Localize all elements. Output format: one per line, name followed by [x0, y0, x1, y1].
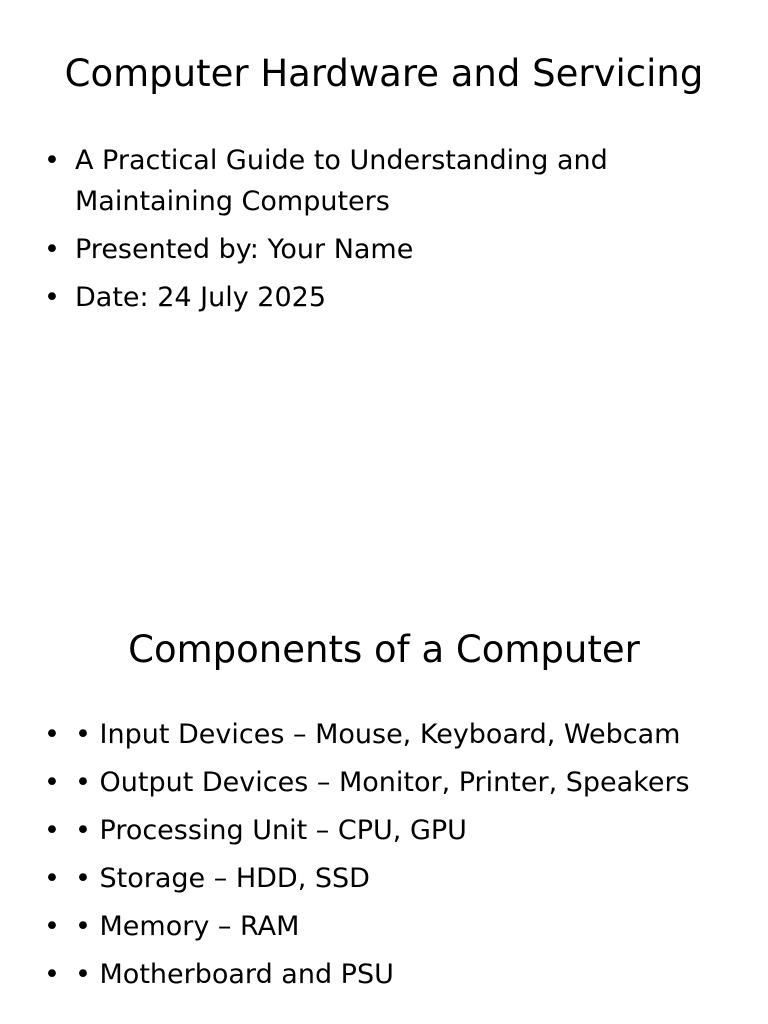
bullet-dot-icon: • [44, 863, 60, 894]
bullet-text: • Output Devices – Monitor, Printer, Speakers [75, 767, 690, 798]
slide-title: Computer Hardware and Servicing [64, 52, 704, 95]
bullet-item [44, 140, 744, 222]
bullet-item [44, 229, 744, 270]
bullet-text: A Practical Guide to Understanding and Maintaining Computers [75, 145, 608, 217]
bullet-text: Presented by: Your Name [75, 234, 414, 265]
bullet-dot-icon: • [44, 282, 60, 313]
bullet-text: • Memory – RAM [75, 911, 300, 942]
bullet-text: • Input Devices – Mouse, Keyboard, Webcam [75, 719, 681, 750]
bullet-text: Date: 24 July 2025 [75, 282, 327, 313]
bullet-item [44, 277, 744, 318]
bullet-text: • Storage – HDD, SSD [75, 863, 370, 894]
bullet-item [44, 714, 744, 755]
bullet-item [44, 762, 744, 803]
bullet-item [44, 906, 744, 947]
bullet-dot-icon: • [44, 911, 60, 942]
bullet-list [44, 714, 744, 1002]
bullet-text: • Processing Unit – CPU, GPU [75, 815, 467, 846]
bullet-dot-icon: • [44, 767, 60, 798]
bullet-dot-icon: • [44, 959, 60, 990]
bullet-item [44, 810, 744, 851]
slide-title: Components of a Computer [128, 628, 640, 671]
slide-components [0, 576, 768, 1024]
bullet-dot-icon: • [44, 145, 60, 176]
bullet-list [44, 140, 744, 325]
bullet-dot-icon: • [44, 719, 60, 750]
bullet-text: • Motherboard and PSU [75, 959, 394, 990]
bullet-item [44, 954, 744, 995]
bullet-dot-icon: • [44, 815, 60, 846]
bullet-item [44, 858, 744, 899]
bullet-dot-icon: • [44, 234, 60, 265]
